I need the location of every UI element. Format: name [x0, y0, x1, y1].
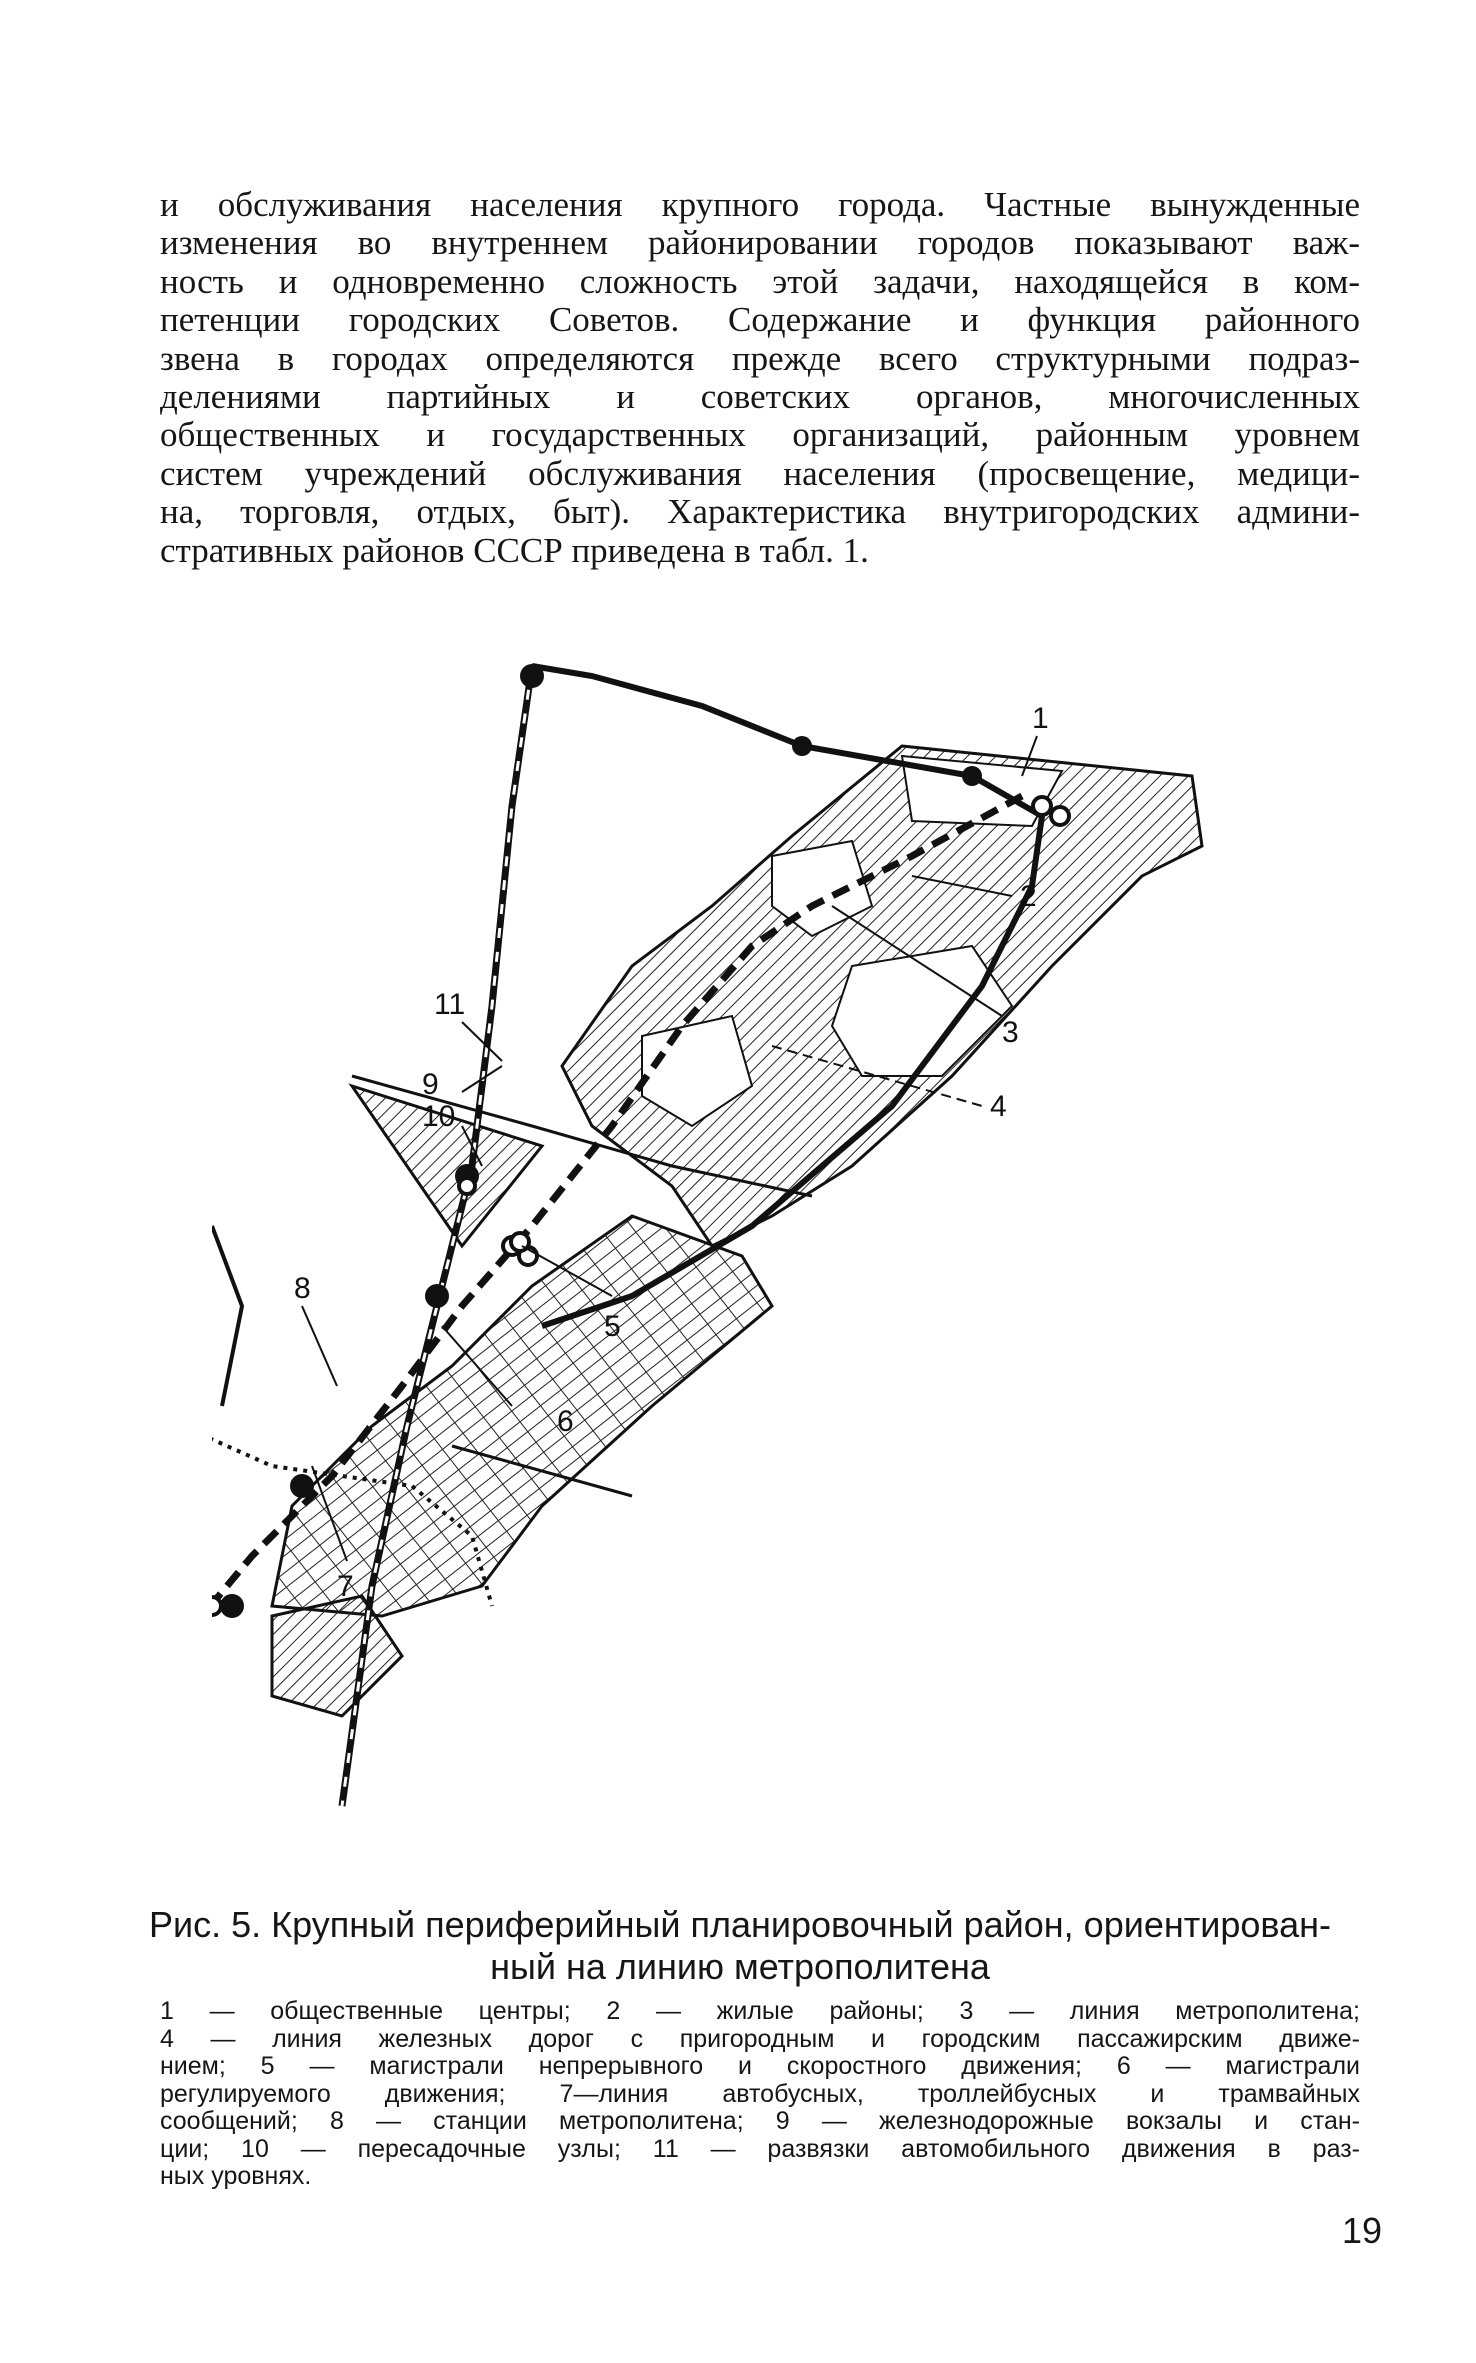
district-plan-figure — [212, 606, 1312, 1876]
figure-caption-line: ный на линию метрополитена — [490, 1946, 990, 1987]
legend-line: ных уровнях. — [160, 2162, 312, 2190]
body-line: и обслуживания населения крупного города. Частные вынужденные — [160, 185, 1360, 224]
svg-text:8: 8 — [294, 1272, 311, 1305]
arterial-road — [212, 1226, 242, 1406]
svg-text:7: 7 — [337, 1570, 354, 1603]
svg-text:1: 1 — [1032, 702, 1049, 735]
legend-line: регулируемого движения; 7—линия автобусных, троллейбусных и трамвайных — [160, 2079, 1360, 2108]
body-line: делениями партийных и советских органов, многочисленных — [160, 377, 1360, 417]
district-plan-drawing — [212, 606, 1312, 1876]
body-line: петенции городских Советов. Содержание и функция районного — [160, 300, 1360, 340]
svg-text:5: 5 — [604, 1310, 621, 1343]
open-block — [832, 946, 1012, 1076]
body-line: изменения во внутреннем районировании городов показывают важ- — [160, 223, 1360, 263]
svg-text:11: 11 — [434, 988, 466, 1021]
body-line: стративных районов СССР приведена в табл. 1. — [160, 530, 869, 570]
svg-text:10: 10 — [422, 1100, 456, 1133]
body-line: систем учреждений обслуживания населения (просвещение, медици- — [160, 453, 1360, 493]
legend-line: 4 — линия железных дорог с пригородным и городским пассажирским движе- — [160, 2024, 1360, 2053]
legend-line: ции; 10 — пересадочные узлы; 11 — развязки автомобильного движения в раз- — [160, 2134, 1360, 2163]
residential-zone-south — [272, 1216, 772, 1616]
callout-8 — [294, 1272, 337, 1386]
body-paragraph — [160, 186, 1360, 570]
svg-text:2: 2 — [1020, 880, 1037, 913]
body-line: ность и одновременно сложность этой задачи, находящейся в ком- — [160, 261, 1360, 301]
body-line: на, торговля, отдых, быт). Характеристика внутригородских админи- — [160, 492, 1360, 532]
page-number: 19 — [1341, 2210, 1382, 2251]
svg-text:6: 6 — [557, 1405, 574, 1438]
legend-line: сообщений; 8 — станции метрополитена; 9 — железнодорожные вокзалы и стан- — [160, 2107, 1360, 2135]
legend-line: 1 — общественные центры; 2 — жилые районы; 3 — линия метрополитена; — [160, 1997, 1360, 2025]
figure-caption — [140, 1904, 1340, 1988]
callout-9 — [422, 1066, 502, 1101]
figure-caption-line: Рис. 5. Крупный периферийный планировочный район, ориентирован- — [149, 1904, 1331, 1945]
body-line: общественных и государственных организаций, районным уровнем — [160, 415, 1360, 455]
figure-legend — [160, 1998, 1360, 2191]
svg-text:3: 3 — [1002, 1016, 1019, 1049]
svg-text:9: 9 — [422, 1068, 439, 1101]
svg-text:4: 4 — [990, 1090, 1007, 1123]
legend-line: нием; 5 — магистрали непрерывного и скоростного движения; 6 — магистрали — [160, 2052, 1360, 2080]
body-line: звена в городах определяются прежде всего структурными подраз- — [160, 338, 1360, 378]
